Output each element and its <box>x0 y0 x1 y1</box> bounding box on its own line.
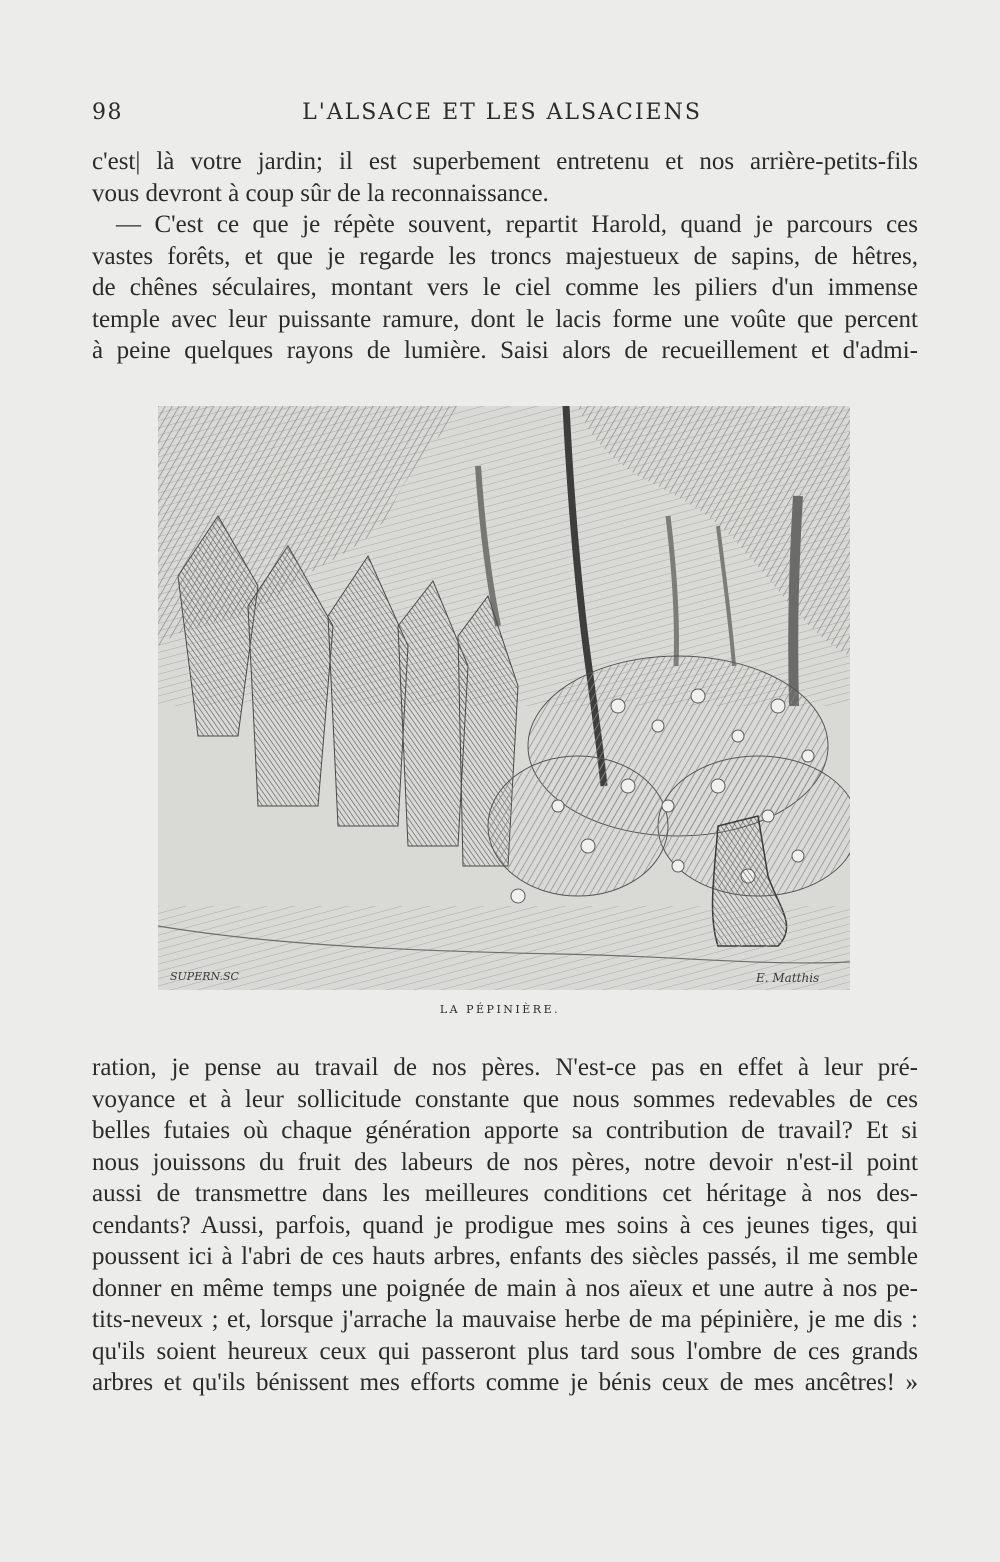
text-line: poussent ici à l'abri de ces hauts arbres, enfants des siècles passés, il me semble <box>92 1243 918 1270</box>
running-title: L'ALSACE ET LES ALSACIENS <box>302 100 702 125</box>
forest-nursery-engraving <box>158 406 850 990</box>
text-line: cendants? Aussi, parfois, quand je prodigue mes soins à ces jeunes tiges, qui <box>92 1211 918 1239</box>
figure-caption: LA PÉPINIÈRE. <box>439 1003 561 1016</box>
text-line: ration, je pense au travail de nos pères. N'est-ce pas en effet à leur pré- <box>92 1054 918 1081</box>
text-line: nous jouissons du fruit des labeurs de nos pères, notre devoir n'est-il point <box>92 1148 918 1176</box>
text-line: — C'est ce que je répète souvent, repartit Harold, quand je parcours ces <box>116 211 918 238</box>
paragraph-bottom <box>92 1052 918 1399</box>
forest-floor <box>158 906 850 990</box>
paragraph-top <box>92 146 918 367</box>
text-line: donner en même temps une poignée de main à nos aïeux et une autre à nos pe- <box>92 1274 918 1302</box>
text-line: vous devront à coup sûr de la reconnaissance. <box>92 179 549 207</box>
text-line: voyance et à leur sollicitude constante que nous sommes redevables de ces <box>92 1085 918 1113</box>
text-line: c'est| là votre jardin; il est superbement entretenu et nos arrière-petits-fils <box>92 148 918 175</box>
text-line: belles futaies où chaque génération apporte sa contribution de travail? Et si <box>92 1117 918 1144</box>
text-line: temple avec leur puissante ramure, dont le lacis forme une voûte que percent <box>92 305 918 333</box>
text-line: de chênes séculaires, montant vers le ciel comme les piliers d'un immense <box>92 274 918 301</box>
text-line: qu'ils soient heureux ceux qui passeront plus tard sous l'ombre de ces grands <box>92 1337 918 1365</box>
text-line: arbres et qu'ils bénissent mes efforts comme je bénis ceux de mes ancêtres! » <box>92 1369 918 1396</box>
text-line: tits-neveux ; et, lorsque j'arrache la mauvaise herbe de ma pépinière, je me dis : <box>92 1306 918 1333</box>
engraver-signature: SUPERN.SC <box>170 970 239 983</box>
artist-signature: E. Matthis <box>756 971 820 985</box>
text-line: vastes forêts, et que je regarde les troncs majestueux de sapins, de hêtres, <box>92 242 918 270</box>
page-number: 98 <box>92 100 123 125</box>
text-line: aussi de transmettre dans les meilleures conditions cet héritage à nos des- <box>92 1180 918 1207</box>
page-header <box>92 96 912 136</box>
text-line: à peine quelques rayons de lumière. Saisi alors de recueillement et d'admi- <box>92 337 918 364</box>
